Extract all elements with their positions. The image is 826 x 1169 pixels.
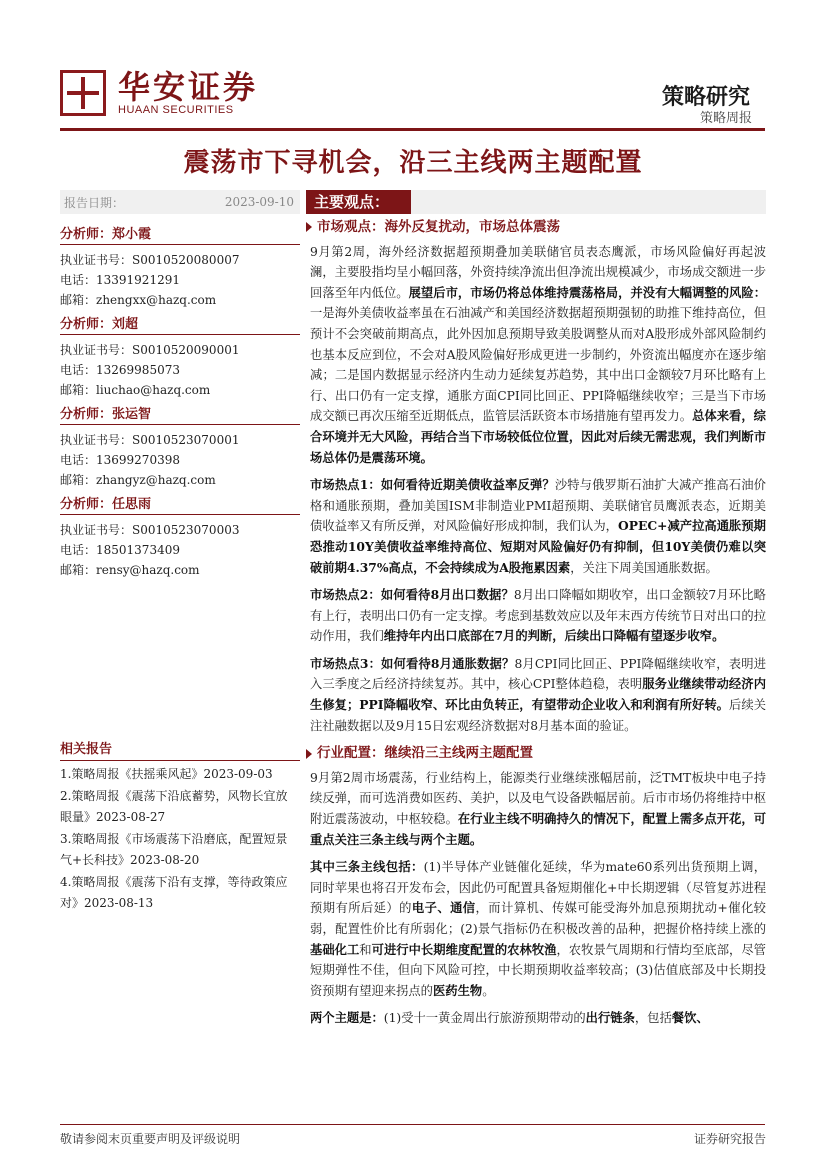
section-title: 行业配置：继续沿三主线两主题配置 — [317, 745, 533, 762]
analyst-cert: 执业证书号：S0010520080007 — [60, 253, 240, 267]
hotspot-3: 市场热点3：如何看待8月通胀数据？8月CPI同比回正、PPI降幅继续收窄，表明进入三季度之后经济持续复苏。其中，核心CPI整体趋稳，表明服务业继续带动经济内生修复；PPI降幅收窄、环比由负转正，有望带动企业收入和利润有所好转。后续关注社融数据以及9月15日宏观经济数据对8月基本面的验证。 — [310, 655, 766, 733]
analyst-phone: 电话：18501373409 — [60, 543, 180, 557]
analyst-phone: 电话：13699270398 — [60, 453, 180, 467]
footer-disclaimer: 敬请参阅末页重要声明及评级说明 — [60, 1132, 241, 1146]
analyst-block — [60, 490, 300, 580]
footer-label: 证券研究报告 — [693, 1132, 766, 1146]
three-lines-paragraph: 其中三条主线包括：(1)半导体产业链催化延续，华为mate60系列出货预期上调，同时苹果也将召开发布会，因此仍可配置具备短期催化+中长期逻辑（尽管复苏进程预期有所后延）的电子、通信，而计算机、传媒可能受海外加息预期扰动+催化较弱，配置性价比有所弱化；(2)景气指标仍在积极改善的品种，把握价格持续上涨的基础化工和可进行中长期维度配置的农林牧渔，农牧景气周期和行情均至底部，尽管短期弹性不佳，但向下风险可控，中长期预期收益率较高；(3)估值底部及中长期投资预期有望迎来拐点的医药生物。 — [310, 859, 766, 998]
page-title: 震荡市下寻机会，沿三主线两主题配置 — [183, 148, 643, 178]
analyst-email[interactable]: 邮箱：zhengxx@hazq.com — [60, 293, 217, 307]
report-subtype: 策略周报 — [699, 111, 752, 126]
related-reports-list — [60, 764, 292, 915]
related-reports-heading: 相关报告 — [60, 738, 300, 761]
main-heading-bar — [306, 190, 766, 214]
related-report-item[interactable]: 1.策略周报《扶摇乘风起》2023-09-03 — [60, 767, 273, 781]
industry-paragraph: 9月第2周市场震荡，行业结构上，能源类行业继续涨幅居前，泛TMT板块中电子持续反弹，而可选消费如医药、美护，以及电气设备跌幅居前。后市市场仍将维持中枢附近震荡波动，中枢较稳。在行业主线不明确持久的情况下，配置上需多点开花，可重点关注三条主线与两个主题。 — [310, 770, 766, 847]
analyst-cert: 执业证书号：S0010523070003 — [60, 523, 240, 537]
analyst-cert: 执业证书号：S0010523070001 — [60, 433, 240, 447]
analyst-email[interactable]: 邮箱：zhangyz@hazq.com — [60, 473, 216, 487]
header-divider — [60, 128, 765, 131]
analyst-name: 分析师：任思雨 — [60, 490, 300, 515]
section-heading-industry — [306, 743, 766, 764]
main-content — [306, 214, 766, 1036]
hotspot-1: 市场热点1：如何看待近期美债收益率反弹？沙特与俄罗斯石油扩大减产推高石油价格和通胀预期，叠加美国ISM非制造业PMI超预期、美联储官员鹰派表态，近期美债收益率又有所反弹，对风险偏好形成抑制，我们认为，OPEC+减产拉高通胀预期恐推动10Y美债收益率维持高位、短期对风险偏好仍有抑制，但10Y美债仍难以突破前期4.37%高点，不会持续成为A股拖累因素，关注下周美国通胀数据。 — [310, 477, 766, 575]
related-report-item[interactable]: 3.策略周报《市场震荡下沿磨底，配置短景气+长科技》2023-08-20 — [60, 832, 288, 867]
section-heading-market — [306, 217, 766, 238]
main-heading: 主要观点： — [306, 190, 411, 214]
analyst-block — [60, 220, 300, 310]
seal-icon — [60, 70, 106, 116]
bullet-arrow-icon — [306, 749, 312, 759]
logo-cn: 华安证券 — [118, 68, 259, 106]
report-date-bar — [60, 190, 300, 214]
related-report-item[interactable]: 2.策略周报《震荡下沿底蓄势，风物长宜放眼量》2023-08-27 — [60, 789, 288, 824]
footer-divider — [60, 1124, 765, 1125]
logo-en: HUAAN SECURITIES — [118, 104, 234, 116]
analyst-name: 分析师：刘超 — [60, 310, 300, 335]
analyst-phone: 电话：13391921291 — [60, 273, 180, 287]
date-label: 报告日期： — [64, 195, 125, 210]
analyst-email[interactable]: 邮箱：liuchao@hazq.com — [60, 383, 211, 397]
analyst-panel — [60, 220, 300, 580]
date-value: 2023-09-10 — [224, 195, 294, 209]
analyst-email[interactable]: 邮箱：rensy@hazq.com — [60, 563, 200, 577]
two-themes-paragraph: 两个主题是：(1)受十一黄金周出行旅游预期带动的出行链条，包括餐饮、 — [310, 1010, 709, 1026]
analyst-name: 分析师：张运智 — [60, 400, 300, 425]
company-logo — [60, 70, 258, 116]
analyst-phone: 电话：13269985073 — [60, 363, 180, 377]
analyst-name: 分析师：郑小霞 — [60, 220, 300, 245]
analyst-block — [60, 310, 300, 400]
related-report-item[interactable]: 4.策略周报《震荡下沿有支撑，等待政策应对》2023-08-13 — [60, 875, 288, 910]
report-type: 策略研究 — [661, 84, 750, 110]
bullet-arrow-icon — [306, 222, 312, 232]
hotspot-2: 市场热点2：如何看待8月出口数据？8月出口降幅如期收窄，出口金额较7月环比略有上行，表明出口仍有一定支撑。考虑到基数效应以及年末西方传统节日对出口的拉动作用，我们维持年内出口底部在7月的判断，后续出口降幅有望逐步收窄。 — [310, 587, 766, 644]
analyst-block — [60, 400, 300, 490]
market-paragraph: 9月第2周，海外经济数据超预期叠加美联储官员表态鹰派，市场风险偏好再起波澜，主要股指均呈小幅回落，外资持续净流出但净流出规模减少，市场成交额进一步回落至年内低位。展望后市，市场仍将总体维持震荡格局，并没有大幅调整的风险：一是海外美债收益率虽在石油减产和美国经济数据超预期强韧的助推下维持高位，但预计不会突破前期高点，此外因加息预期导致美股调整从而对A股形成外部风险制约也基本反应到位，不会对A股风险偏好形成更进一步制约，外资流出幅度亦在逐步缩减；二是国内数据显示经济内生动力延续复苏趋势，其中出口金额较7月环比略有上行、出口仍有一定支撑，通胀方面CPI同比回正、PPI降幅继续收窄；三是当下市场成交额已再次压缩至近期低点，监管层活跃资本市场措施有望再发力。总体来看，综合环境并无大风险，再结合当下市场较低位位置，因此对后续无需悲观，我们判断市场总体仍是震荡环境。 — [310, 244, 766, 465]
section-title: 市场观点：海外反复扰动，市场总体震荡 — [317, 219, 560, 235]
analyst-cert: 执业证书号：S0010520090001 — [60, 343, 240, 357]
